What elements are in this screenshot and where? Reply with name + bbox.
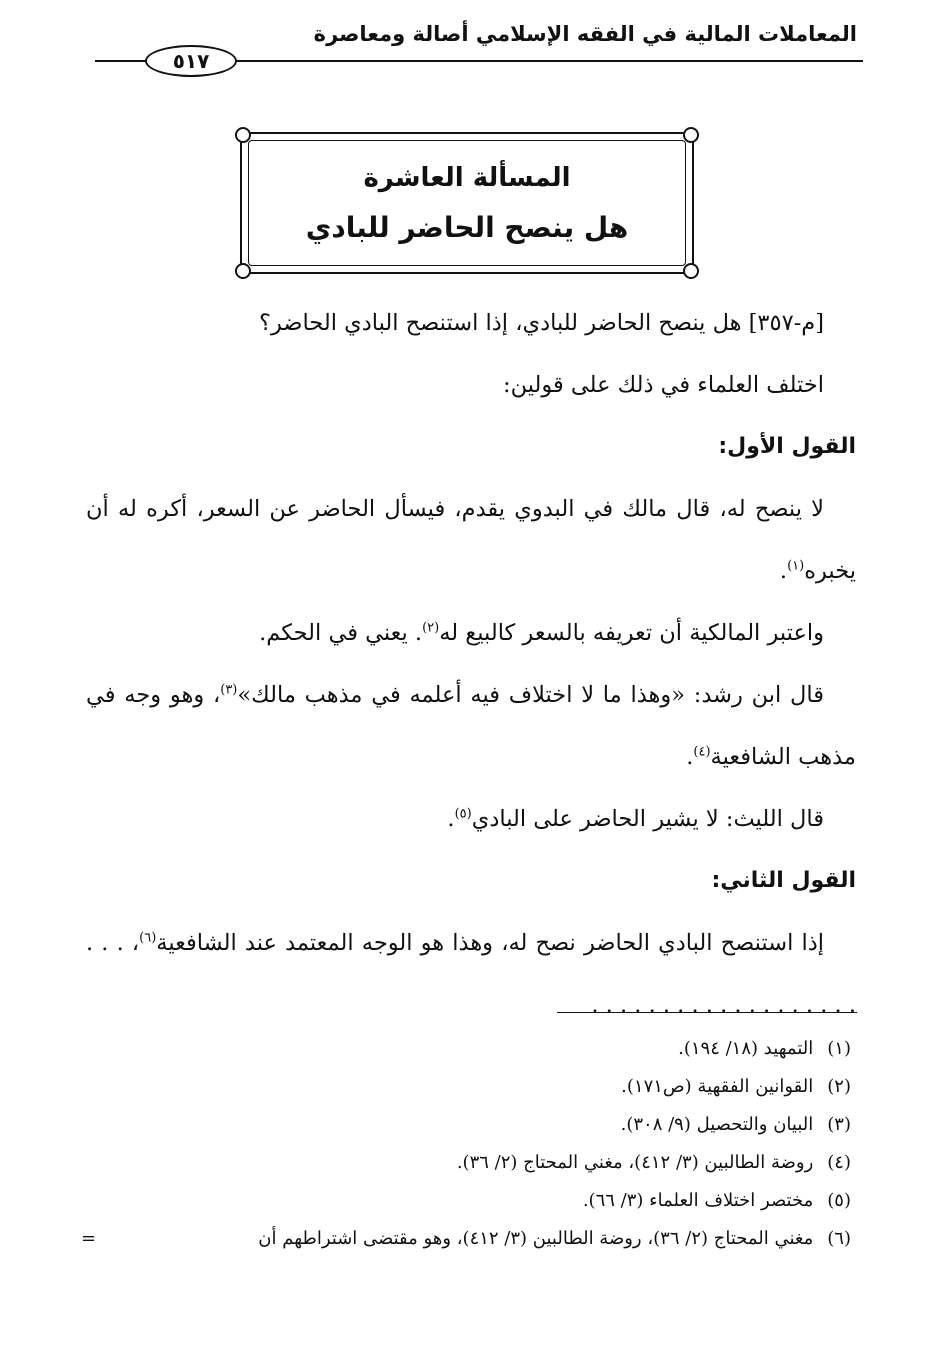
paragraph-malik: لا ينصح له، قال مالك في البدوي يقدم، فيسأل الحاضر عن السعر، أكره له أن يخبره$^{(١)}$. (86, 496, 856, 584)
paragraph-ibn-rushd: قال ابن رشد: «وهذا ما لا اختلاف فيه أعلمه في مذهب مالك»$^{(٣)}$، وهو وجه في مذهب الشافعية$^{(٤)}$. (86, 682, 856, 770)
footnote-4: (٤)روضة الطالبين (٣/ ٤١٢)، مغني المحتاج (٢/ ٣٦). (456, 1152, 851, 1173)
frame-corner-ornament (683, 263, 699, 279)
footnote-6: (٦)مغني المحتاج (٢/ ٣٦)، روضة الطالبين (٣/ ٤١٢)، وهو مقتضى اشتراطهم أن = (81, 1220, 851, 1258)
paragraph-question: [م-٣٥٧] هل ينصح الحاضر للبادي، إذا استنصح البادي الحاضر؟ (259, 310, 824, 336)
frame-corner-ornament (235, 263, 251, 279)
footnote-ref[interactable]: (٣) (220, 682, 238, 698)
footnote-ref[interactable]: (١) (787, 558, 805, 574)
footnote-3: (٣)البيان والتحصيل (٩/ ٣٠٨). (620, 1114, 851, 1135)
footnote-ref[interactable]: (٢) (422, 620, 440, 636)
footnote-separator (557, 1012, 857, 1013)
footnote-5: (٥)مختصر اختلاف العلماء (٣/ ٦٦). (582, 1190, 851, 1211)
footnote-1: (١)التمهيد (١٨/ ١٩٤). (678, 1038, 851, 1059)
footnote-2: (٢)القوانين الفقهية (ص١٧١). (621, 1076, 851, 1097)
continuation-dots: ، . . . . . . . . . . . . . . . . . . . . . . (86, 930, 856, 1018)
paragraph-layth: قال الليث: لا يشير الحاضر على البادي$^{(٥)}$. (447, 806, 824, 832)
frame-corner-ornament (683, 127, 699, 143)
issue-title: هل ينصح الحاضر للبادي (305, 210, 629, 244)
issue-title-frame (240, 132, 694, 274)
heading-first-opinion: القول الأول: (718, 434, 856, 459)
footnotes (81, 1030, 851, 1258)
paragraph-shafii: إذا استنصح البادي الحاضر نصح له، وهذا هو الوجه المعتمد عند الشافعية$^{(٦)}$، . . . . . . . . . . . . . . . . . . . . . . (86, 930, 856, 1018)
page-number: ٥١٧ (145, 45, 237, 77)
body-text (86, 292, 856, 1036)
issue-title-inner-frame (248, 140, 686, 266)
running-title: المعاملات المالية في الفقه الإسلامي أصالة ومعاصرة (313, 22, 857, 46)
footnote-ref[interactable]: (٦) (139, 930, 157, 946)
paragraph-disagreement: اختلف العلماء في ذلك على قولين: (502, 372, 824, 398)
continuation-mark: = (81, 1228, 97, 1249)
issue-number: المسألة العاشرة (363, 162, 571, 193)
footnote-ref[interactable]: (٥) (454, 806, 472, 822)
footnote-ref[interactable]: (٤) (693, 744, 711, 760)
paragraph-malikiyya: واعتبر المالكية أن تعريفه بالسعر كالبيع له$^{(٢)}$. يعني في الحكم. (259, 620, 824, 646)
heading-second-opinion: القول الثاني: (711, 868, 856, 893)
